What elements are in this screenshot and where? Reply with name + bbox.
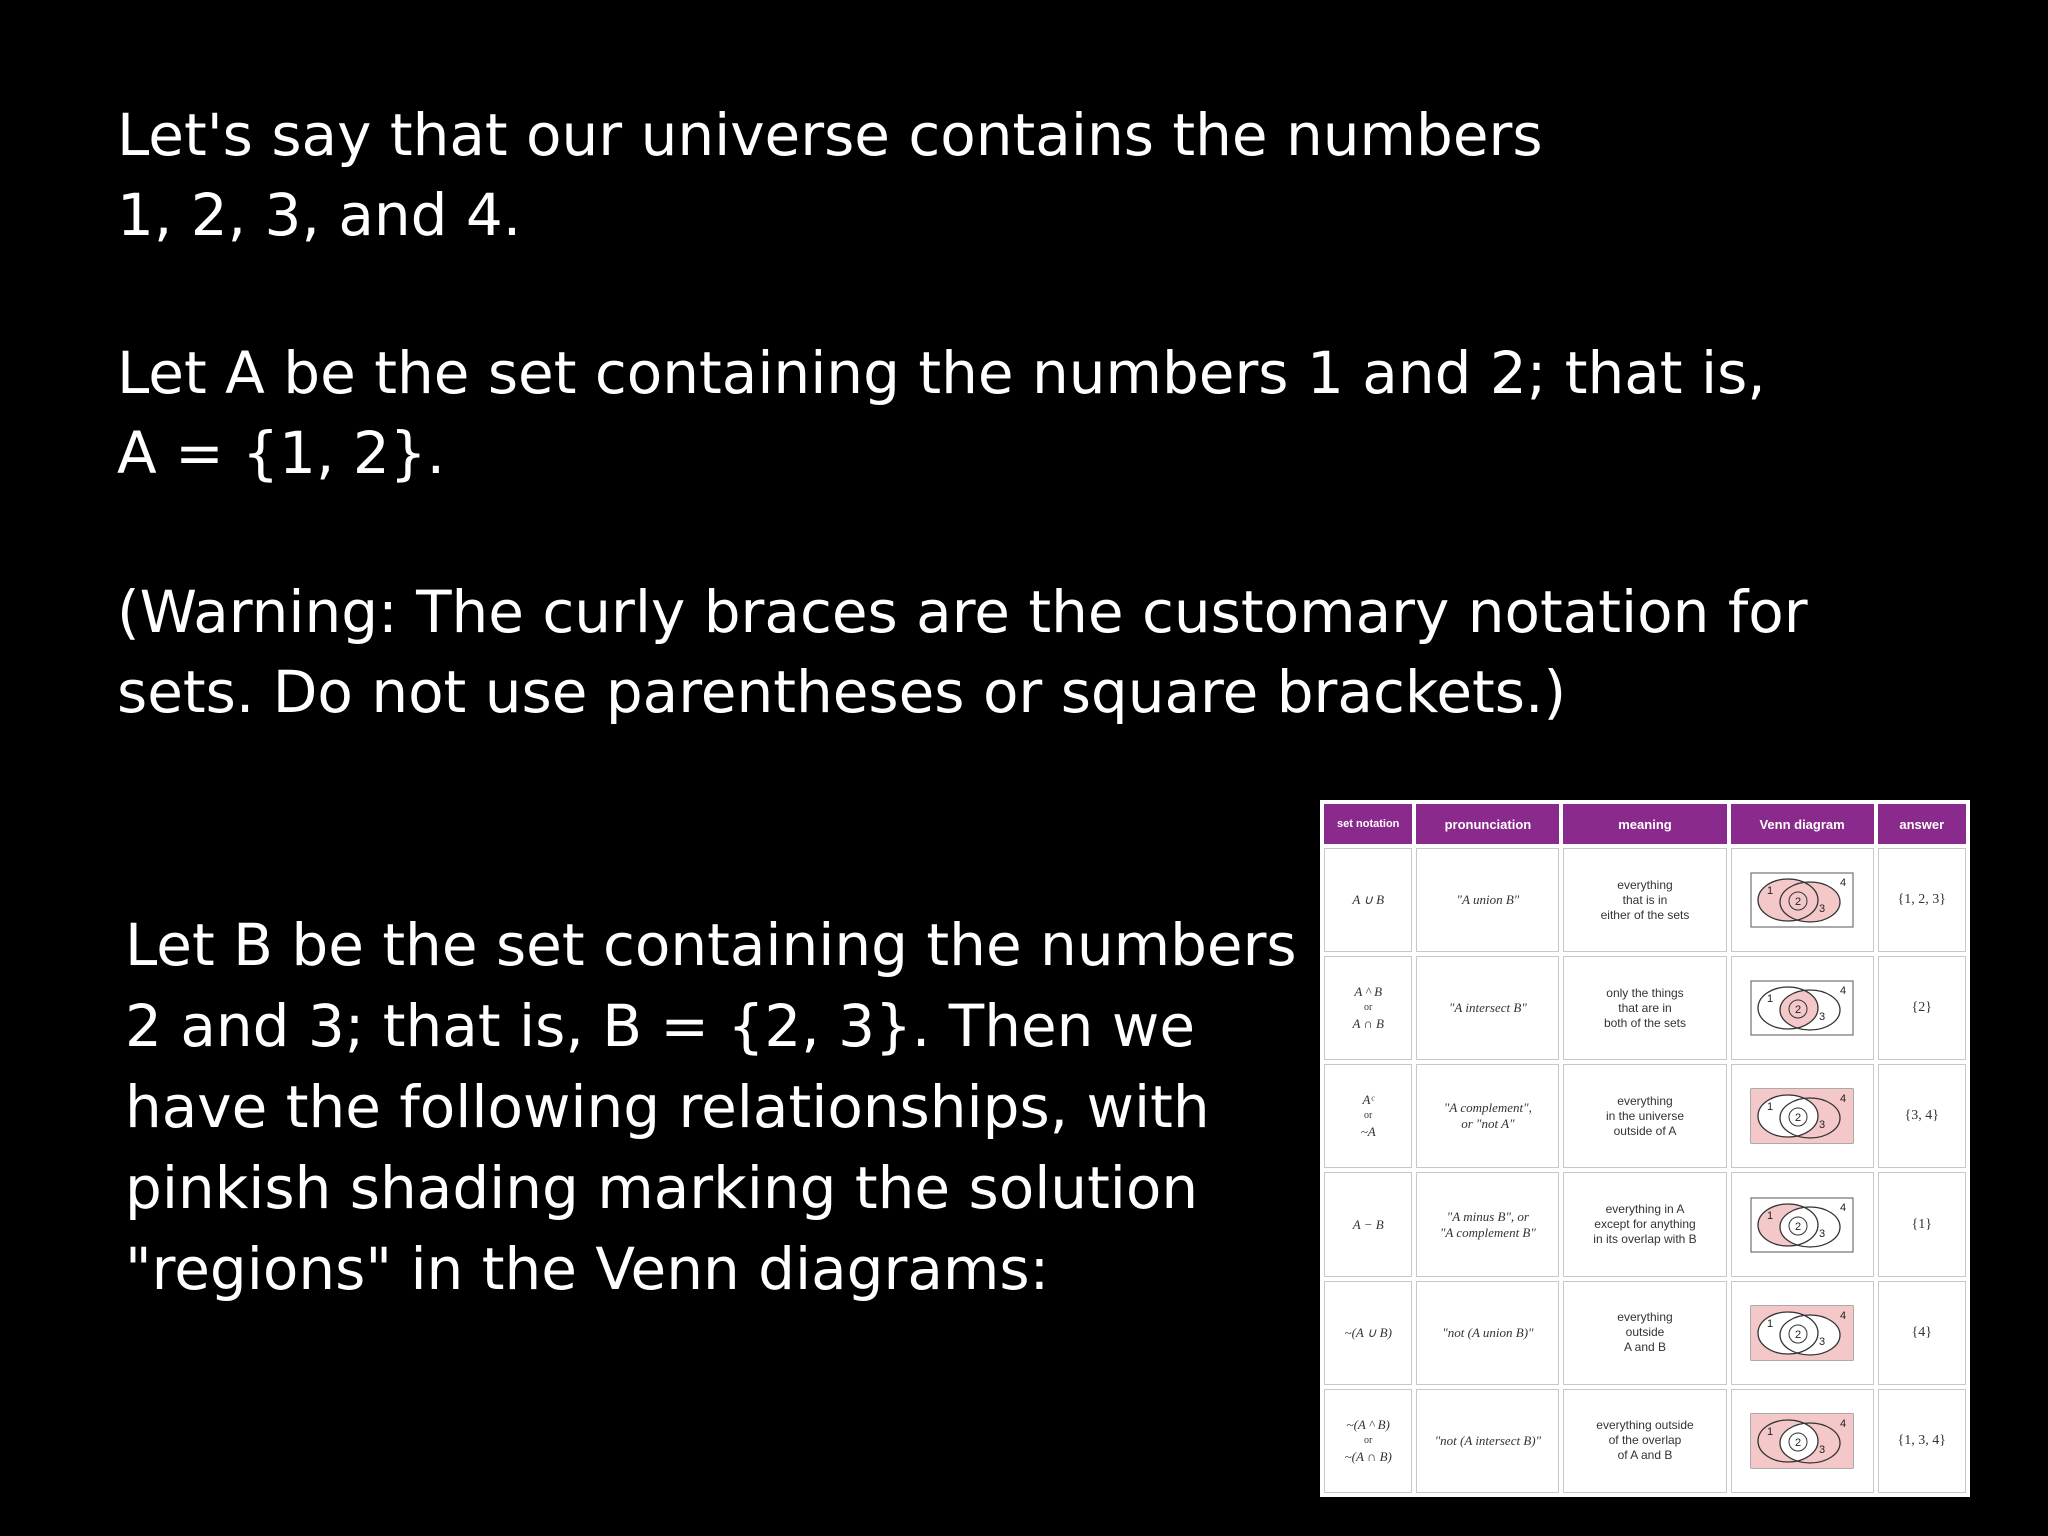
cell-line: "A minus B", or	[1446, 1208, 1529, 1224]
cell-line: A − B	[1352, 1216, 1384, 1232]
notation-cell	[1324, 1389, 1412, 1493]
venn-element-label: 1	[1767, 993, 1774, 1006]
cell-line: ~(A ^ B)	[1346, 1416, 1390, 1432]
cell-line: either of the sets	[1600, 907, 1690, 922]
venn-cell	[1731, 848, 1874, 952]
venn-element-label: 2	[1795, 1004, 1802, 1017]
answer-cell: {2}	[1878, 956, 1966, 1060]
venn-element-label: 3	[1819, 1119, 1826, 1132]
text-line: Let A be the set containing the numbers 1 and 2; that is,	[117, 339, 1766, 407]
meaning-cell	[1563, 956, 1726, 1060]
paragraph-set-b	[125, 905, 1297, 1310]
answer-cell: {4}	[1878, 1281, 1966, 1385]
cell-line: A ∩ B	[1352, 1016, 1384, 1032]
venn-element-label: 2	[1795, 896, 1802, 909]
cell-line: ~(A ∪ B)	[1344, 1324, 1392, 1340]
table-header-cell: meaning	[1563, 804, 1726, 844]
cell-line: outside of A	[1613, 1123, 1677, 1138]
table-header-cell: Venn diagram	[1731, 804, 1874, 844]
cell-line: A ^ B	[1354, 984, 1383, 1000]
cell-line: of the overlap	[1608, 1433, 1682, 1448]
notation-cell	[1324, 956, 1412, 1060]
venn-diagram	[1750, 1413, 1854, 1469]
pronunciation-cell	[1416, 1281, 1559, 1385]
cell-line: everything	[1617, 877, 1673, 892]
table-header-row	[1324, 804, 1966, 844]
venn-element-label: 2	[1795, 1112, 1802, 1125]
pronunciation-cell	[1416, 1389, 1559, 1493]
cell-line: everything	[1617, 1093, 1673, 1108]
cell-line: outside	[1625, 1325, 1665, 1340]
table-row	[1324, 1064, 1966, 1168]
answer-cell: {1, 2, 3}	[1878, 848, 1966, 952]
venn-cell	[1731, 1389, 1874, 1493]
venn-element-label: 4	[1840, 877, 1847, 890]
cell-line: both of the sets	[1603, 1015, 1687, 1030]
cell-line: everything	[1617, 1310, 1673, 1325]
venn-element-label: 4	[1840, 1093, 1847, 1106]
table-row	[1324, 1281, 1966, 1385]
text-line: 1, 2, 3, and 4.	[117, 181, 522, 249]
pronunciation-cell	[1416, 956, 1559, 1060]
notation-cell	[1324, 848, 1412, 952]
pronunciation-cell	[1416, 1172, 1559, 1276]
venn-cell	[1731, 956, 1874, 1060]
venn-diagram	[1750, 872, 1854, 928]
answer-cell: {1, 3, 4}	[1878, 1389, 1966, 1493]
venn-diagram	[1750, 1088, 1854, 1144]
text-line: 2 and 3; that is, B = {2, 3}. Then we	[125, 992, 1195, 1060]
venn-element-label: 1	[1767, 1101, 1774, 1114]
answer-cell: {1}	[1878, 1172, 1966, 1276]
notation-cell	[1324, 1064, 1412, 1168]
table-row	[1324, 1172, 1966, 1276]
venn-element-label: 1	[1767, 1317, 1774, 1330]
table-row	[1324, 956, 1966, 1060]
cell-line: ~(A ∩ B)	[1344, 1448, 1392, 1464]
venn-cell	[1731, 1281, 1874, 1385]
notation-cell	[1324, 1281, 1412, 1385]
venn-element-label: 2	[1795, 1328, 1802, 1341]
cell-line: "not (A intersect B)"	[1434, 1432, 1542, 1448]
answer-cell: {3, 4}	[1878, 1064, 1966, 1168]
cell-line: ~A	[1360, 1124, 1376, 1140]
cell-line: "not (A union B)"	[1442, 1324, 1534, 1340]
venn-cell	[1731, 1064, 1874, 1168]
text-line: A = {1, 2}.	[117, 419, 446, 487]
cell-line: A ∪ B	[1352, 892, 1385, 908]
text-line: (Warning: The curly braces are the customary notation for	[117, 578, 1808, 646]
cell-line: or "not A"	[1461, 1116, 1515, 1132]
venn-element-label: 3	[1819, 1227, 1826, 1240]
cell-line: everything outside	[1596, 1418, 1694, 1433]
set-operations-table	[1320, 800, 1970, 1497]
text-line: "regions" in the Venn diagrams:	[125, 1235, 1050, 1303]
cell-line: "A complement B"	[1439, 1224, 1536, 1240]
venn-element-label: 3	[1819, 903, 1826, 916]
cell-line: only the things	[1606, 985, 1684, 1000]
set-operations-table-image	[1320, 800, 1970, 1497]
meaning-cell	[1563, 1172, 1726, 1276]
cell-line: that is in	[1622, 892, 1668, 907]
text-line: pinkish shading marking the solution	[125, 1154, 1199, 1222]
cell-line: "A intersect B"	[1448, 1000, 1527, 1016]
table-row	[1324, 848, 1966, 952]
cell-line: A and B	[1623, 1340, 1667, 1355]
venn-element-label: 3	[1819, 1011, 1826, 1024]
cell-line: or	[1364, 1002, 1373, 1014]
cell-line: everything in A	[1605, 1202, 1685, 1217]
cell-line: "A union B"	[1456, 892, 1520, 908]
venn-element-label: 4	[1840, 1417, 1847, 1430]
table-header-cell: pronunciation	[1416, 804, 1559, 844]
venn-element-label: 2	[1795, 1436, 1802, 1449]
venn-element-label: 1	[1767, 1425, 1774, 1438]
venn-element-label: 4	[1840, 985, 1847, 998]
table-header-cell: set notation	[1324, 804, 1412, 844]
venn-diagram	[1750, 980, 1854, 1036]
venn-diagram	[1750, 1305, 1854, 1361]
cell-line: of A and B	[1617, 1448, 1673, 1463]
meaning-cell	[1563, 848, 1726, 952]
table-body	[1324, 848, 1966, 1493]
text-line: Let B be the set containing the numbers	[125, 911, 1297, 979]
paragraph-warning	[117, 572, 1808, 732]
table-row	[1324, 1389, 1966, 1493]
venn-element-label: 4	[1840, 1309, 1847, 1322]
notation-cell	[1324, 1172, 1412, 1276]
cell-line: Aᶜ	[1362, 1092, 1374, 1108]
pronunciation-cell	[1416, 848, 1559, 952]
venn-element-label: 1	[1767, 885, 1774, 898]
meaning-cell	[1563, 1281, 1726, 1385]
table-header-cell: answer	[1878, 804, 1966, 844]
text-line: sets. Do not use parentheses or square brackets.)	[117, 658, 1567, 726]
cell-line: except for anything	[1594, 1217, 1696, 1232]
meaning-cell	[1563, 1389, 1726, 1493]
text-line: have the following relationships, with	[125, 1073, 1210, 1141]
cell-line: in the universe	[1605, 1108, 1685, 1123]
paragraph-set-a	[117, 333, 1766, 493]
venn-cell	[1731, 1172, 1874, 1276]
venn-element-label: 4	[1840, 1201, 1847, 1214]
cell-line: that are in	[1618, 1000, 1672, 1015]
venn-element-label: 1	[1767, 1209, 1774, 1222]
cell-line: or	[1364, 1434, 1373, 1446]
venn-element-label: 3	[1819, 1443, 1826, 1456]
venn-element-label: 3	[1819, 1335, 1826, 1348]
cell-line: or	[1364, 1110, 1373, 1122]
meaning-cell	[1563, 1064, 1726, 1168]
venn-diagram	[1750, 1197, 1854, 1253]
cell-line: in its overlap with B	[1593, 1232, 1697, 1247]
venn-element-label: 2	[1795, 1220, 1802, 1233]
cell-line: "A complement",	[1443, 1100, 1532, 1116]
paragraph-universe	[117, 95, 1543, 255]
text-line: Let's say that our universe contains the numbers	[117, 101, 1543, 169]
pronunciation-cell	[1416, 1064, 1559, 1168]
